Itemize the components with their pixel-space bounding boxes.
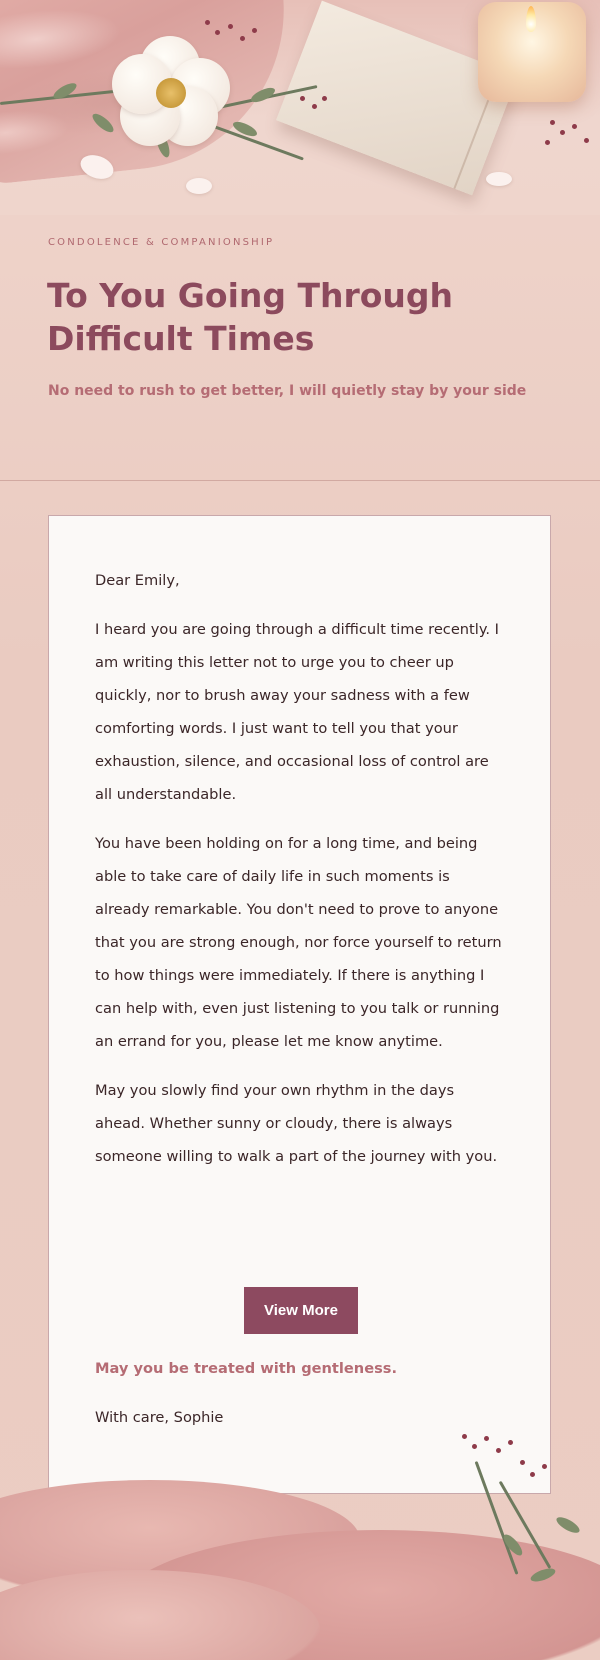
hero-illustration	[0, 0, 600, 215]
berry-sprig-illustration	[462, 1434, 467, 1439]
berry-sprig-illustration	[584, 138, 589, 143]
letter-paragraph: May you slowly find your own rhythm in the days ahead. Whether sunny or cloudy, there is always someone willing to walk a part of the journey with you.	[95, 1082, 498, 1165]
letter-paragraph: I heard you are going through a difficult time recently. I am writing this letter not to urge you to cheer up quickly, nor to brush away your sadness with a few comforting words. I just want to tell you that your exhaustion, silence, and occasional loss of control are all understandable.	[95, 621, 499, 803]
berry-sprig-illustration	[542, 1464, 547, 1469]
petal-decor	[486, 172, 512, 186]
berry-sprig-illustration	[300, 96, 305, 101]
berry-sprig-illustration	[545, 140, 550, 145]
letter-wish: May you be treated with gentleness.	[95, 1360, 398, 1377]
berry-sprig-illustration	[550, 120, 555, 125]
berry-sprig-illustration	[472, 1444, 477, 1449]
view-more-button[interactable]: View More	[244, 1287, 358, 1334]
leaf-decor	[554, 1514, 582, 1536]
letter-signature: With care, Sophie	[95, 1409, 224, 1426]
berry-sprig-illustration	[205, 20, 210, 25]
header-divider	[0, 480, 600, 481]
eyebrow-label: CONDOLENCE & COMPANIONSHIP	[48, 237, 275, 248]
letter-greeting: Dear Emily,	[95, 572, 180, 589]
page-subtitle: No need to rush to get better, I will quietly stay by your side	[48, 383, 527, 399]
bottom-fabric-illustration	[0, 1420, 600, 1660]
letter-paragraph: You have been holding on for a long time, and being able to take care of daily life in such moments is already remarkable. You don't need to prove to anyone that you are strong enough, nor force yourself to return to how things were immediately. If there is anything I can help with, even just listening to you talk or running an errand for you, please let me know anytime.	[95, 835, 502, 1050]
berry-sprig-illustration	[252, 28, 257, 33]
berry-sprig-illustration	[484, 1436, 489, 1441]
petal-decor	[186, 178, 212, 194]
berry-sprig-illustration	[560, 130, 565, 135]
page-title: To You Going Through Difficult Times	[47, 276, 454, 358]
berry-sprig-illustration	[215, 30, 220, 35]
berry-sprig-illustration	[496, 1448, 501, 1453]
letter-card	[48, 515, 551, 1494]
berry-sprig-illustration	[240, 36, 245, 41]
berry-sprig-illustration	[508, 1440, 513, 1445]
berry-sprig-illustration	[572, 124, 577, 129]
berry-sprig-illustration	[520, 1460, 525, 1465]
berry-sprig-illustration	[228, 24, 233, 29]
berry-sprig-illustration	[312, 104, 317, 109]
berry-sprig-illustration	[322, 96, 327, 101]
flower-illustration	[112, 36, 230, 146]
letter-body	[95, 564, 505, 1189]
berry-sprig-illustration	[530, 1472, 535, 1477]
